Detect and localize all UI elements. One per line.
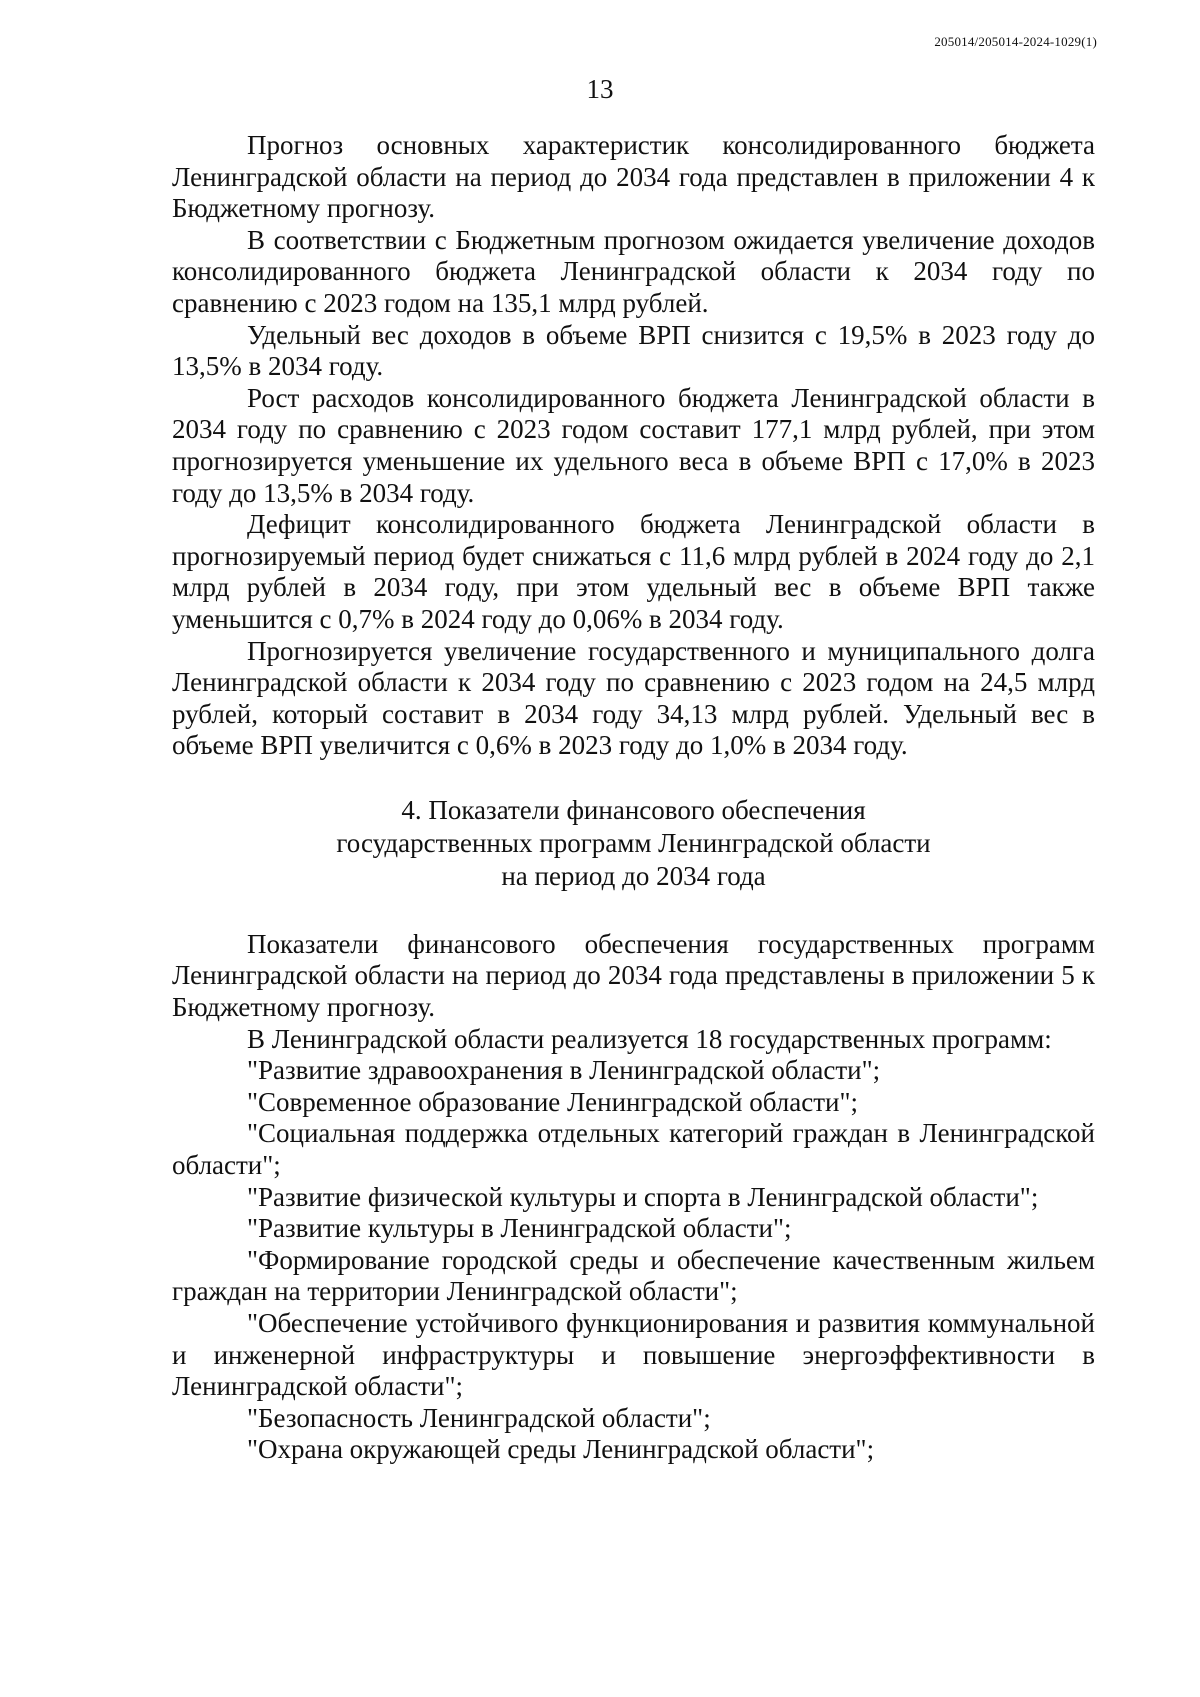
paragraph: Рост расходов консолидированного бюджета Ленинградской области в 2034 году по сравнению с 2023 годом составит 177,1 млрд рублей, при этом прогнозируется уменьшение их удельного веса в объеме ВРП с 17,0% в 2023 году до 13,5% в 2034 году. — [172, 382, 1095, 508]
paragraph: Дефицит консолидированного бюджета Ленинградской области в прогнозируемый период будет снижаться с 11,6 млрд рублей в 2024 году до 2,1 млрд рублей в 2034 году, при этом удельный вес в объеме ВРП также уменьшится с 0,7% в 2024 году до 0,06% в 2034 году. — [172, 509, 1095, 634]
program-list-item: "Обеспечение устойчивого функционирования и развития коммунальной и инженерной инфраструктуры и повышение энергоэффективности в Ленинградской области"; — [172, 1308, 1095, 1402]
paragraph: Удельный вес доходов в объеме ВРП снизится с 19,5% в 2023 году до 13,5% в 2034 году. — [172, 319, 1095, 382]
program-list-item: "Охрана окружающей среды Ленинградской области"; — [247, 1434, 875, 1465]
section-heading — [172, 794, 1095, 893]
program-list-item: "Развитие культуры в Ленинградской области"; — [247, 1213, 792, 1244]
paragraph: Прогноз основных характеристик консолидированного бюджета Ленинградской области на период до 2034 года представлен в приложении 4 к Бюджетному прогнозу. — [172, 130, 1095, 224]
document-body — [172, 130, 1095, 1466]
program-list-item: "Развитие физической культуры и спорта в Ленинградской области"; — [247, 1181, 1039, 1212]
page-number: 13 — [586, 74, 614, 104]
program-list-item: "Современное образование Ленинградской области"; — [247, 1086, 858, 1117]
section-heading-line: государственных программ Ленинградской области — [336, 827, 931, 858]
paragraph: В соответствии с Бюджетным прогнозом ожидается увеличение доходов консолидированного бюджета Ленинградской области к 2034 году по сравнению с 2023 годом на 135,1 млрд рублей. — [172, 224, 1095, 318]
program-list-item: "Безопасность Ленинградской области"; — [247, 1402, 711, 1433]
section-heading-line: 4. Показатели финансового обеспечения — [401, 794, 866, 825]
program-list-item: "Формирование городской среды и обеспечение качественным жильем граждан на территории Ленинградской области"; — [172, 1244, 1095, 1307]
program-list-item: "Социальная поддержка отдельных категорий граждан в Ленинградской области"; — [172, 1118, 1095, 1181]
section-heading-line: на период до 2034 года — [501, 860, 766, 891]
paragraph: Прогнозируется увеличение государственного и муниципального долга Ленинградской области к 2034 году по сравнению с 2023 годом на 24,5 млрд рублей, который составит в 2034 году 34,13 млрд рублей. Удельный вес в объеме ВРП увеличится с 0,6% в 2023 году до 1,0% в 2034 году. — [172, 635, 1095, 761]
program-list-item: "Развитие здравоохранения в Ленинградской области"; — [247, 1055, 881, 1086]
paragraph: Показатели финансового обеспечения государственных программ Ленинградской области на период до 2034 года представлены в приложении 5 к Бюджетному прогнозу. — [172, 928, 1095, 1023]
document-id: 205014/205014-2024-1029(1) — [934, 34, 1097, 49]
paragraph: В Ленинградской области реализуется 18 государственных программ: — [247, 1023, 1052, 1054]
